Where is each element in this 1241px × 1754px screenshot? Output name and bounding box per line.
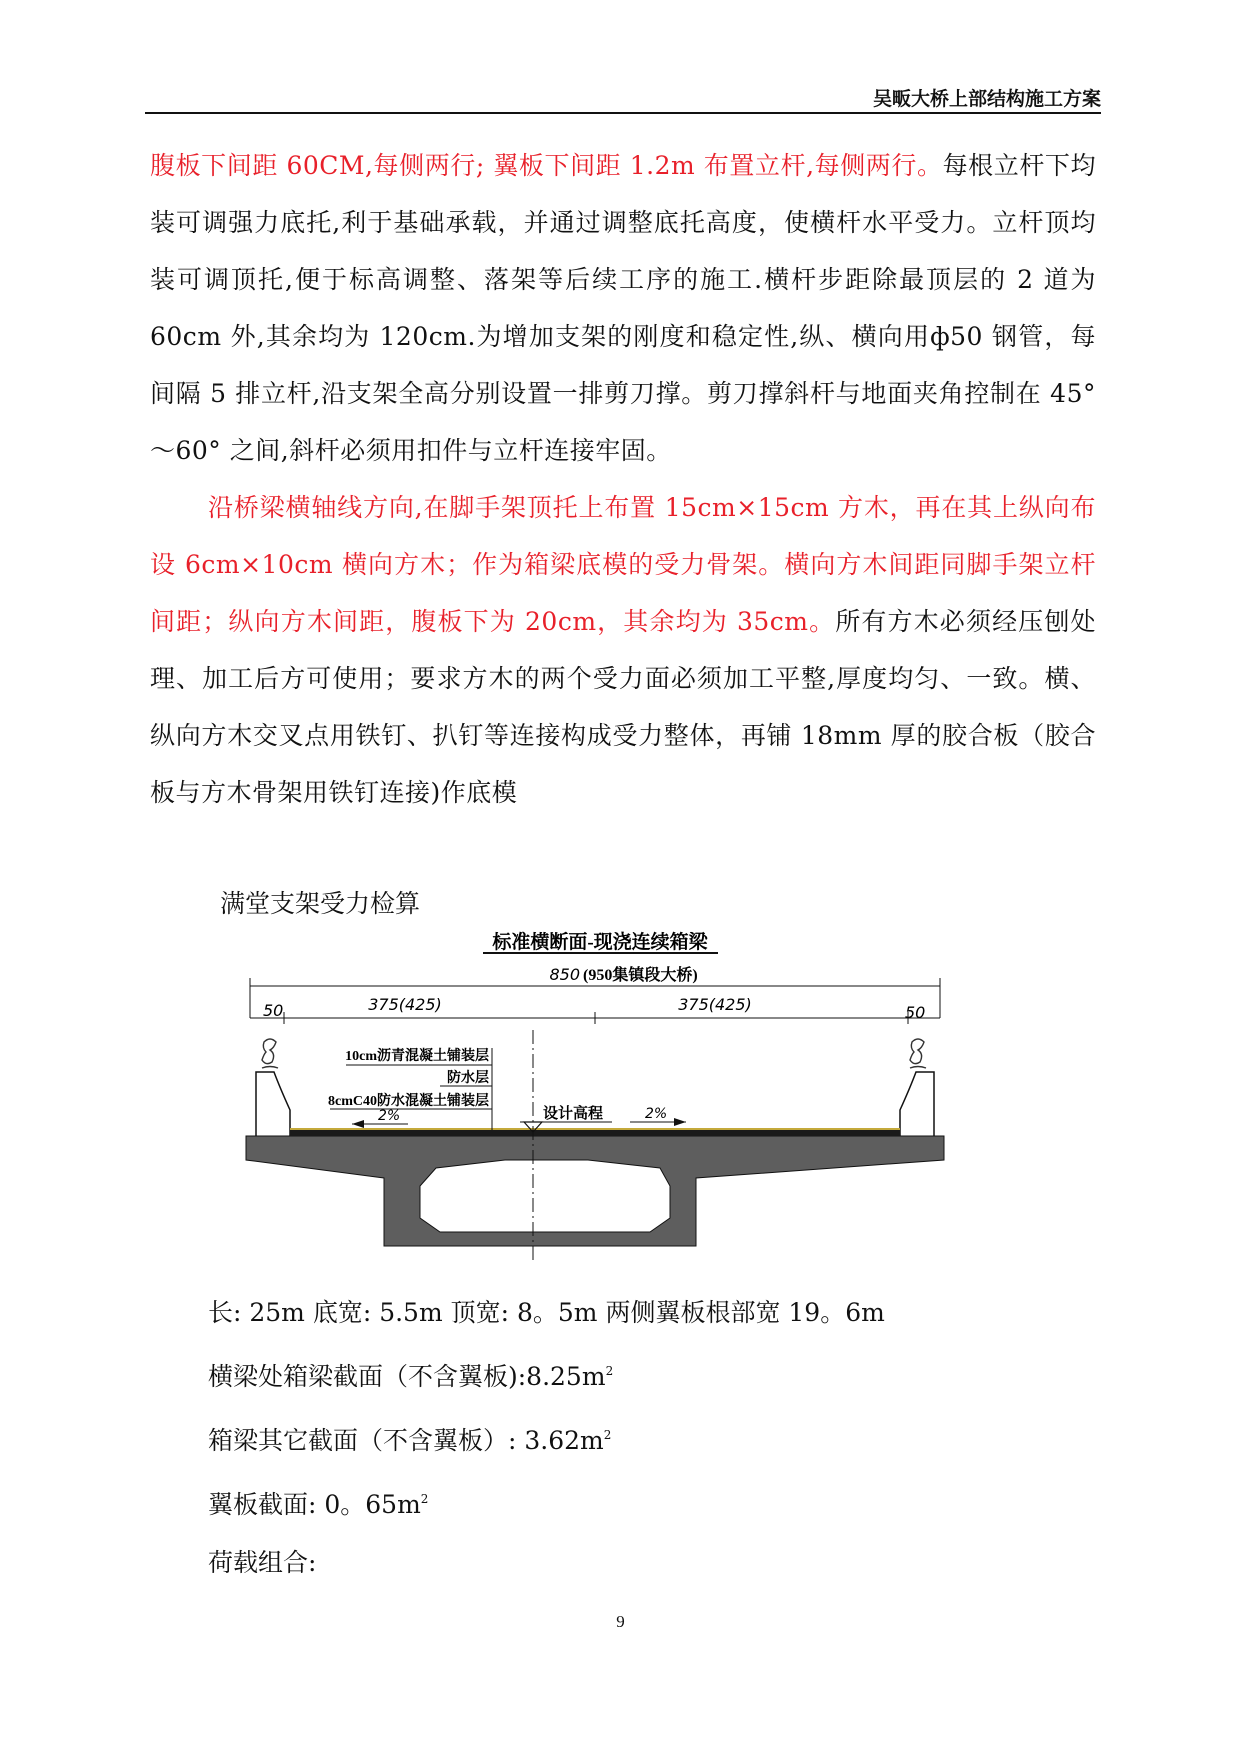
slope-right-label: 2% — [645, 1106, 668, 1122]
railing-left — [262, 1039, 278, 1068]
header-title: 吴畈大桥上部结构施工方案 — [872, 89, 1101, 110]
barrier-left — [256, 1072, 290, 1142]
layer-label-3: 8cmC40防水混凝土铺装层 — [328, 1094, 489, 1109]
asphalt-layer — [290, 1130, 900, 1136]
railing-right — [910, 1039, 926, 1068]
box-girder — [246, 1136, 944, 1246]
slope-right-arrowhead — [674, 1118, 686, 1126]
layer-label-2: 防水层 — [447, 1071, 489, 1086]
spec-load-combination: 荷载组合: — [208, 1548, 317, 1577]
body-text — [150, 137, 1096, 821]
slope-left-arrowhead — [352, 1120, 364, 1128]
layer-label-1: 10cm沥青混凝土铺装层 — [345, 1049, 489, 1064]
dim-total-note: (950集镇段大桥) — [583, 967, 698, 984]
dim-right-half: 375(425) — [678, 995, 752, 1014]
slope-left-label: 2% — [378, 1108, 401, 1124]
spec-dimensions: 长: 25m 底宽: 5.5m 顶宽: 8。5m 两侧翼板根部宽 19。6m — [208, 1298, 885, 1327]
subheading: 满堂支架受力检算 — [220, 889, 421, 918]
paragraph-1 — [150, 137, 1096, 479]
dim-right-edge: 50 — [905, 1003, 926, 1022]
paragraph-2-red: 沿桥梁横轴线方向,在脚手架顶托上布置 15cm×15cm 方木，再在其上纵向布设 6cm×10cm 横向方木；作为箱梁底模的受力骨架。横向方木间距同脚手架立杆间距；纵向方木间距，腹板下为 20cm，其余均为 35cm。 — [150, 493, 1096, 636]
spec-crossbeam-section: 横梁处箱梁截面（不含翼板)$:8.25m^2$ — [208, 1362, 614, 1391]
waterproof-layer — [290, 1128, 900, 1130]
dim-total-num: 850 — [549, 965, 580, 984]
spec-flange-section: 翼板截面: 0。$65m^2$ — [208, 1490, 429, 1519]
page-number: 9 — [616, 1612, 625, 1631]
dim-left-half: 375(425) — [368, 995, 442, 1014]
paragraph-2 — [150, 479, 1096, 821]
design-elevation-label: 设计高程 — [543, 1106, 604, 1122]
paragraph-1-red: 腹板下间距 60CM,每侧两行; 翼板下间距 1.2m 布置立杆,每侧两行。 — [150, 151, 943, 180]
specs — [208, 1284, 885, 1592]
barrier-right — [900, 1072, 934, 1142]
paragraph-2-black: 所有方木必须经压刨处理、加工后方可使用；要求方木的两个受力面必须加工平整,厚度均匀、一致。横、纵向方木交叉点用铁钉、扒钉等连接构成受力整体，再铺 18mm 厚的胶合板（胶合板与方木骨架用铁钉连接)作底模 — [150, 607, 1096, 807]
diagram-title: 标准横断面-现浇连续箱梁 — [492, 932, 708, 953]
dim-left-edge: 50 — [263, 1001, 284, 1020]
spec-other-section: 箱梁其它截面（不含翼板）: $3.62m^2$ — [208, 1426, 612, 1455]
paragraph-1-black: 每根立杆下均装可调强力底托,利于基础承载，并通过调整底托高度，使横杆水平受力。立杆顶均装可调顶托,便于标高调整、落架等后续工序的施工.横杆步距除最顶层的 2 道为 60cm 外,其余均为 120cm.为增加支架的刚度和稳定性,纵、横向用ф50 钢管，每间隔 5 排立杆,沿支架全高分别设置一排剪刀撑。剪刀撑斜杆与地面夹角控制在 45° ～60° 之间,斜杆必须用扣件与立杆连接牢固。 — [150, 151, 1096, 465]
cross-section-diagram — [240, 920, 960, 1280]
header-rule — [145, 112, 1101, 114]
